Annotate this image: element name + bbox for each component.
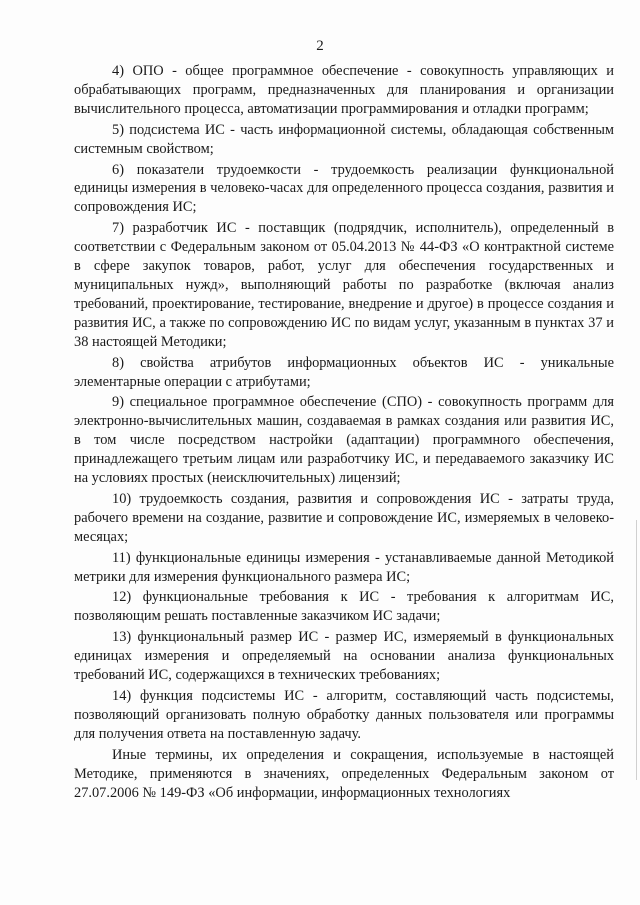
scan-edge-line bbox=[636, 520, 637, 780]
document-body bbox=[74, 62, 614, 804]
definition-item-14: 14) функция подсистемы ИС - алгоритм, составляющий часть подсистемы, позволяющий организовать полную обработку данных пользователя или программы для получения ответа на поставленную задачу. bbox=[74, 688, 614, 742]
definition-item-12: 12) функциональные требования к ИС - требования к алгоритмам ИС, позволяющим решать поставленные заказчиком ИС задачи; bbox=[74, 589, 614, 625]
closing-paragraph: Иные термины, их определения и сокращения, используемые в настоящей Методике, применяются в значениях, определенных Федеральным законом от 27.07.2006 № 149-ФЗ «Об информации, информационных технологиях bbox=[74, 746, 614, 801]
definition-item-10: 10) трудоемкость создания, развития и сопровождения ИС - затраты труда, рабочего времени на создание, развитие и сопровождение ИС, измеряемых в человеко-месяцах; bbox=[74, 490, 614, 545]
definition-item-7: 7) разработчик ИС - поставщик (подрядчик, исполнитель), определенный в соответствии с Федеральным законом от 05.04.2013 № 44-ФЗ «О контрактной системе в сфере закупок товаров, работ, услуг для обеспечения государственных и муниципальных нужд», выполняющий работы по разработке (включая анализ требований, проектирование, тестирование, внедрение и другое) в процессе создания и развития ИС, а также по сопровождению ИС по видам услуг, указанным в пунктах 37 и 38 настоящей Методики; bbox=[74, 220, 614, 350]
definition-item-6: 6) показатели трудоемкости - трудоемкость реализации функциональной единицы измерения в человеко-часах для определенного процесса создания, развития и сопровождения ИС; bbox=[74, 161, 614, 216]
definition-item-5: 5) подсистема ИС - часть информационной системы, обладающая собственным системным свойством; bbox=[74, 121, 614, 157]
definition-item-4: 4) ОПО - общее программное обеспечение - совокупность управляющих и обрабатывающих программ, предназначенных для планирования и организации вычислительного процесса, автоматизации программирования и отладки программ; bbox=[74, 63, 614, 117]
definition-item-13: 13) функциональный размер ИС - размер ИС, измеряемый в функциональных единицах измерения и определяемый на основании анализа функциональных требований ИС, содержащихся в технических требованиях; bbox=[74, 629, 614, 684]
page-number: 2 bbox=[316, 38, 324, 54]
definition-item-8: 8) свойства атрибутов информационных объектов ИС - уникальные элементарные операции с атрибутами; bbox=[74, 354, 614, 390]
definition-item-9: 9) специальное программное обеспечение (СПО) - совокупность программ для электронно-вычислительных машин, создаваемая в рамках создания или развития ИС, в том числе посредством настройки (адаптации) программного обеспечения, принадлежащего третьим лицам или разработчику ИС, и передаваемого заказчику ИС на условиях простых (неисключительных) лицензий; bbox=[74, 394, 614, 487]
definition-item-11: 11) функциональные единицы измерения - устанавливаемые данной Методикой метрики для измерения функционального размера ИС; bbox=[74, 549, 614, 585]
